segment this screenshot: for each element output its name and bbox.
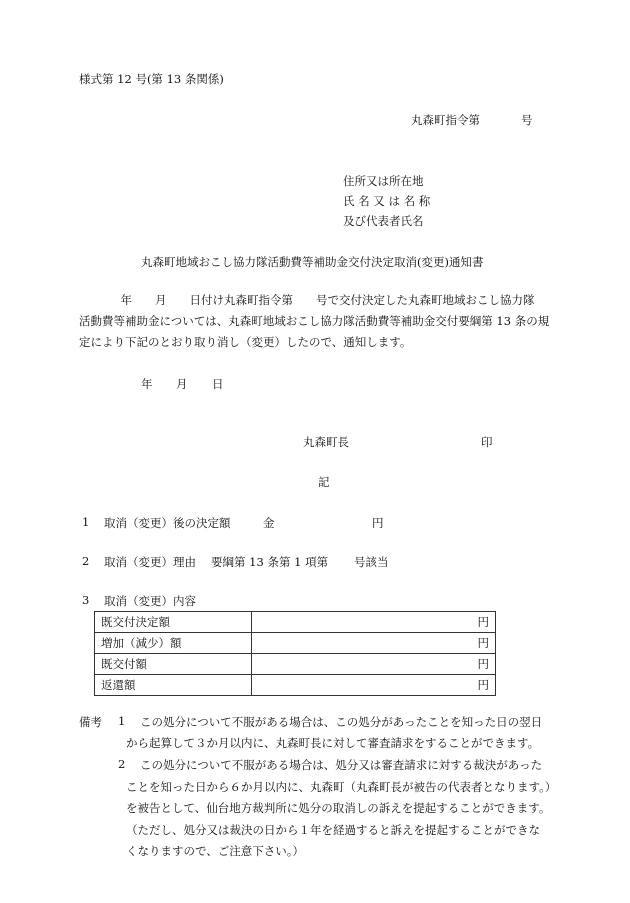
- body-paragraph: [79, 290, 579, 353]
- body-line: 活動費等補助金については、丸森町地域おこし協力隊活動費等補助金交付要綱第 13 条の規: [79, 314, 550, 328]
- item1-yen: 円: [372, 516, 384, 530]
- table-row-value: 円: [252, 612, 496, 633]
- remark2-line: この処分について不服がある場合は、処分又は審査請求に対する裁決があった: [140, 758, 543, 772]
- remark2-line: ことを知った日から６か月以内に、丸森町（丸森町長が被告の代表者となります。）: [126, 780, 557, 794]
- table-row: [95, 612, 496, 633]
- remark2-line: くなりますので、ご注意下さい。）: [126, 844, 305, 858]
- issuer-seal: 印: [481, 435, 493, 449]
- remark2-line: を被告として、仙台地方裁判所に処分の取消しの訴えを提起することができます。: [126, 801, 551, 815]
- item1-kin: 金: [263, 516, 275, 530]
- item2-reason-b: 号該当: [354, 555, 389, 569]
- item1-label: 取消（変更）後の決定額: [104, 516, 231, 530]
- item2-number: 2: [82, 554, 90, 568]
- document-number-suffix: 号: [521, 113, 533, 127]
- remark2-line: （ただし、処分又は裁決の日から１年を経過すると訴えを提起することができな: [126, 823, 540, 837]
- table-row-label: 既交付決定額: [95, 612, 252, 633]
- table-row-label: 返還額: [95, 675, 252, 696]
- document-number-prefix: 丸森町指令第: [411, 113, 480, 127]
- table-row: [95, 654, 496, 675]
- amount-table: [94, 611, 496, 696]
- table-row-value: 円: [252, 675, 496, 696]
- item2-label: 取消（変更）理由: [104, 555, 196, 569]
- table-row-label: 増加（減少）額: [95, 633, 252, 654]
- document-title: 丸森町地域おこし協力隊活動費等補助金交付決定取消(変更)通知書: [141, 255, 484, 269]
- item2-reason-a: 要綱第 13 条第 1 項第: [211, 555, 329, 569]
- addressee-representative: 及び代表者氏名: [343, 214, 424, 228]
- item1-number: 1: [82, 515, 90, 529]
- remark1-line: から起算して３か月以内に、丸森町長に対して審査請求をすることができます。: [126, 736, 540, 750]
- table-row-value: 円: [252, 654, 496, 675]
- remarks-heading: 備考: [79, 715, 102, 729]
- table-row: [95, 633, 496, 654]
- date-day: 日: [212, 377, 224, 391]
- item3-label: 取消（変更）内容: [104, 594, 196, 608]
- table-row-value: 円: [252, 633, 496, 654]
- item3-number: 3: [82, 593, 90, 607]
- table-row: [95, 675, 496, 696]
- remark2-number: 2: [118, 757, 126, 771]
- addressee-address: 住所又は所在地: [343, 174, 424, 188]
- date-year: 年: [141, 377, 153, 391]
- table-row-label: 既交付額: [95, 654, 252, 675]
- date-month: 月: [176, 377, 188, 391]
- form-number: 様式第 12 号(第 13 条関係): [79, 72, 224, 86]
- body-line: 定により下記のとおり取り消し（変更）したので、通知します。: [79, 335, 412, 349]
- addressee-name: 氏 名 又 は 名 称: [343, 194, 431, 208]
- remark1-line: この処分について不服がある場合は、この処分があったことを知った日の翌日: [140, 715, 543, 729]
- ki-heading: 記: [318, 475, 330, 489]
- issuer-name: 丸森町長: [303, 435, 349, 449]
- remark1-number: 1: [118, 714, 126, 728]
- body-line: 年 月 日付け丸森町指令第 号で交付決定した丸森町地域おこし協力隊: [109, 293, 535, 307]
